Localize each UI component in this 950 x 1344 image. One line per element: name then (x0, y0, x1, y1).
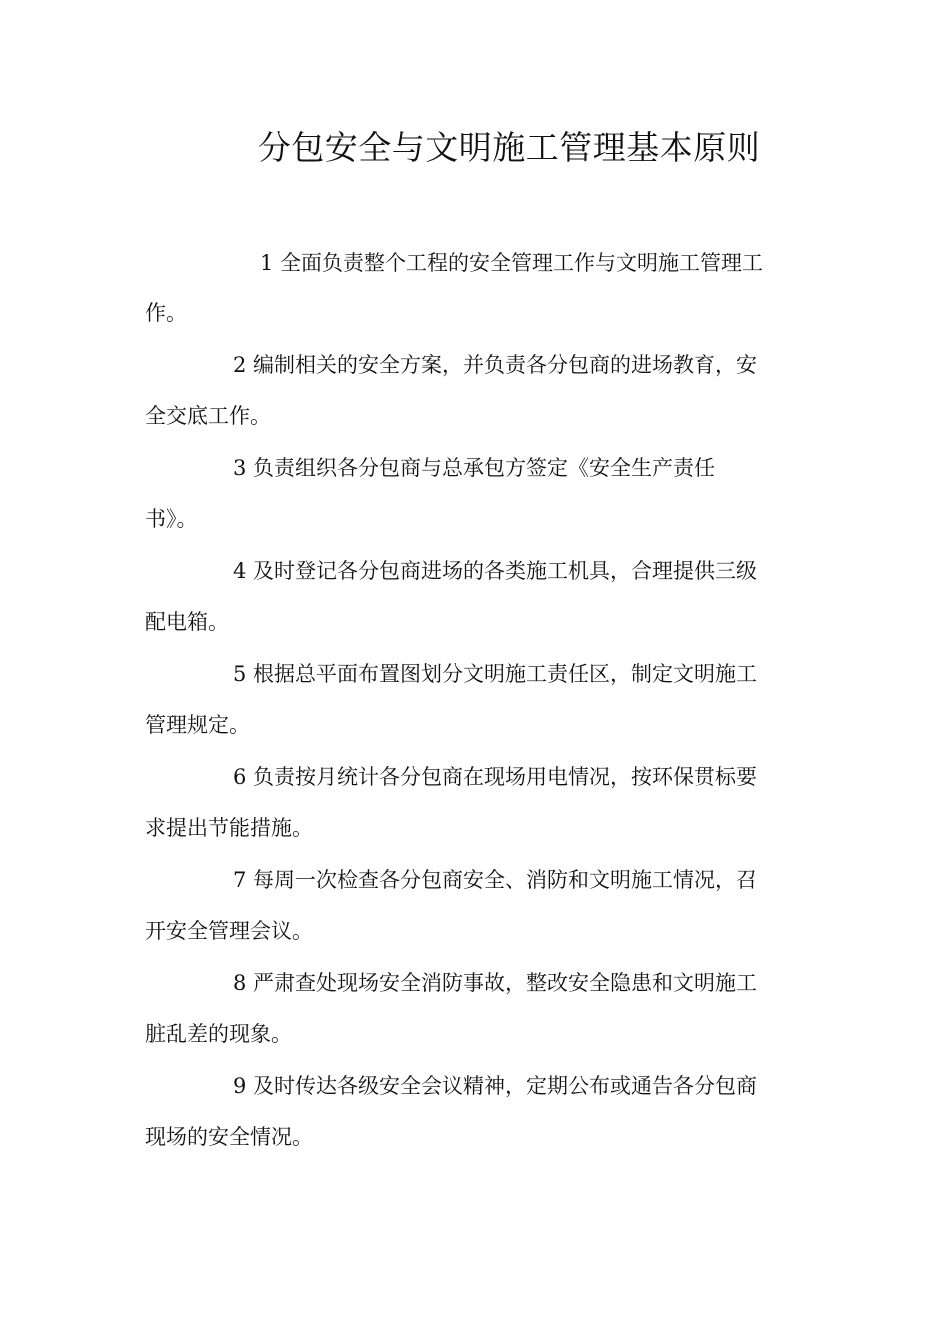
item-1-line-1: 1 全面负责整个工程的安全管理工作与文明施工管理工 (260, 251, 764, 275)
item-4-line-2: 配电箱。 (145, 610, 229, 634)
item-1-line-2: 作。 (145, 301, 187, 325)
item-9-line-1: 9 及时传达各级安全会议精神，定期公布或通告各分包商 (233, 1074, 758, 1098)
document-title: 分包安全与文明施工管理基本原则 (257, 128, 761, 167)
item-4-line-1: 4 及时登记各分包商进场的各类施工机具，合理提供三级 (233, 559, 758, 583)
item-5-line-1: 5 根据总平面布置图划分文明施工责任区，制定文明施工 (233, 662, 758, 686)
item-2-line-1: 2 编制相关的安全方案，并负责各分包商的进场教育，安 (233, 353, 758, 377)
item-5-line-2: 管理规定。 (145, 713, 250, 737)
item-6-line-1: 6 负责按月统计各分包商在现场用电情况，按环保贯标要 (233, 765, 758, 789)
item-3-line-2: 书》。 (145, 507, 198, 531)
item-6-line-2: 求提出节能措施。 (145, 816, 313, 840)
item-9-line-2: 现场的安全情况。 (145, 1125, 313, 1149)
item-8-line-1: 8 严肃查处现场安全消防事故，整改安全隐患和文明施工 (233, 971, 758, 995)
item-3-line-1: 3 负责组织各分包商与总承包方签定《安全生产责任 (233, 456, 716, 480)
item-7-line-1: 7 每周一次检查各分包商安全、消防和文明施工情况，召 (233, 868, 758, 892)
item-8-line-2: 脏乱差的现象。 (145, 1022, 292, 1046)
item-2-line-2: 全交底工作。 (145, 404, 271, 428)
item-7-line-2: 开安全管理会议。 (145, 919, 313, 943)
